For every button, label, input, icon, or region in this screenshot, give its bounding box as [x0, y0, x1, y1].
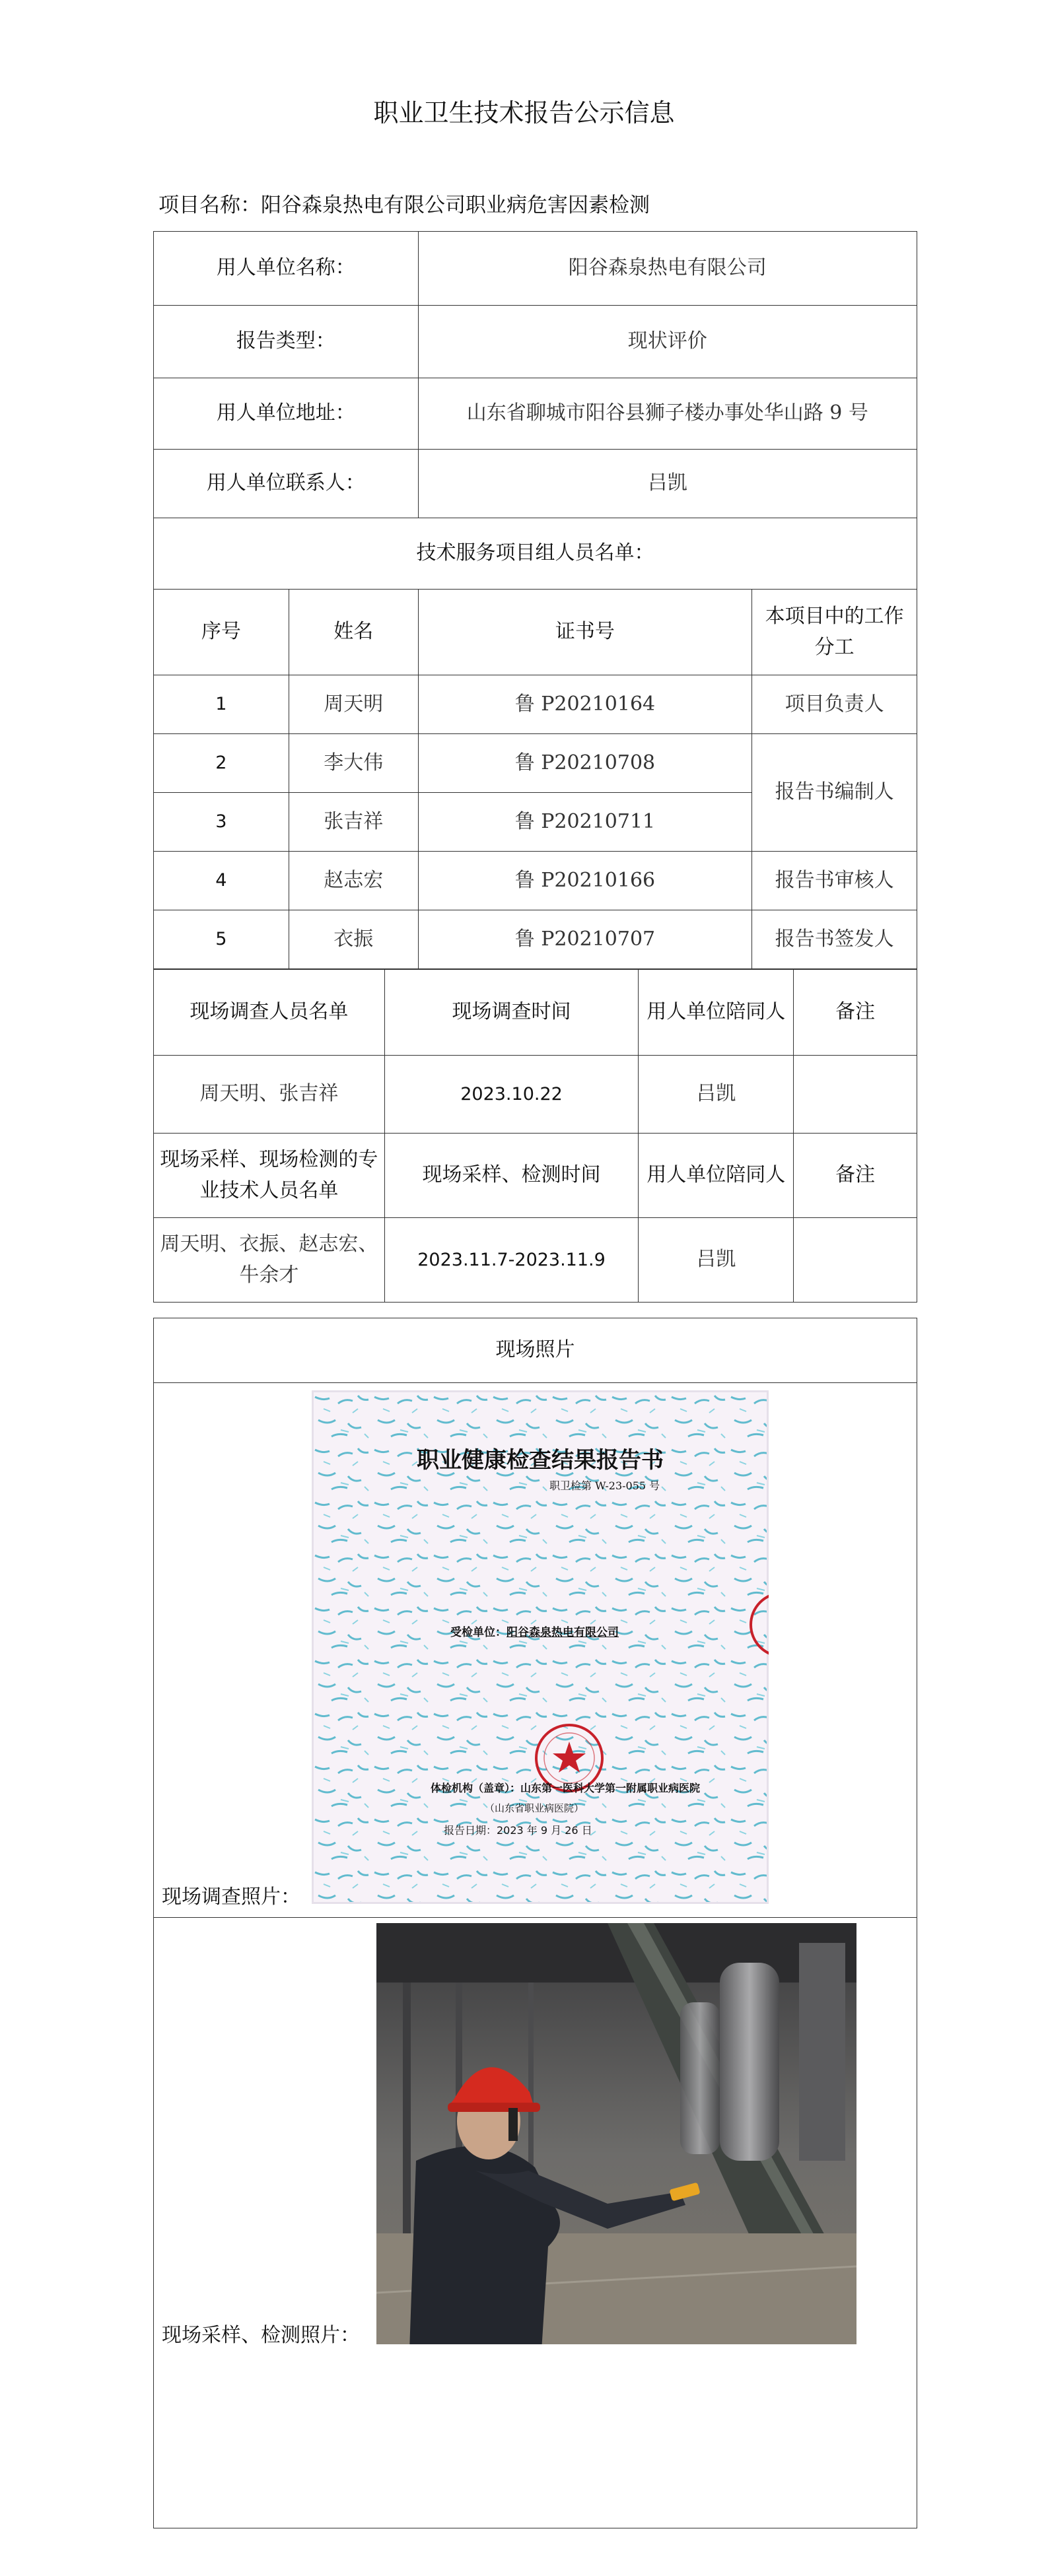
col-header: 本项目中的工作分工 [752, 590, 917, 675]
team-cert: 鲁 P20210707 [418, 910, 752, 969]
info-row-unit [154, 232, 917, 306]
col-header: 备注 [794, 970, 917, 1056]
team-role: 报告书编制人 [752, 734, 917, 852]
table-row [154, 910, 917, 969]
team-cert: 鲁 P20210166 [418, 852, 752, 910]
info-table [153, 231, 917, 969]
table-row [154, 852, 917, 910]
team-name: 李大伟 [289, 734, 418, 793]
sampling-people: 周天明、衣振、赵志宏、牛余才 [154, 1218, 385, 1303]
sampling-row [154, 1218, 917, 1303]
survey-people: 周天明、张吉祥 [154, 1056, 385, 1134]
col-header: 备注 [794, 1134, 917, 1218]
col-header: 现场调查人员名单 [154, 970, 385, 1056]
team-heading: 技术服务项目组人员名单： [154, 518, 917, 590]
report-cover-photo [312, 1390, 769, 1904]
survey-photo-label: 现场调查照片： [162, 1885, 300, 1909]
table-row [154, 675, 917, 734]
info-value: 山东省聊城市阳谷县狮子楼办事处华山路 9 号 [418, 378, 917, 450]
team-no: 2 [154, 734, 289, 793]
survey-time: 2023.10.22 [384, 1056, 639, 1134]
sampling-escort: 吕凯 [639, 1218, 794, 1303]
col-header: 现场调查时间 [384, 970, 639, 1056]
sampling-photo-label: 现场采样、检测照片： [162, 2324, 360, 2347]
team-role: 报告书审核人 [752, 852, 917, 910]
info-label: 用人单位联系人： [154, 450, 419, 518]
survey-header-row [154, 970, 917, 1056]
team-name: 张吉祥 [289, 793, 418, 852]
survey-escort: 吕凯 [639, 1056, 794, 1134]
page-title: 职业卫生技术报告公示信息 [373, 98, 675, 127]
project-name-line: 项目名称：阳谷森泉热电有限公司职业病危害因素检测 [158, 193, 650, 217]
team-no: 1 [154, 675, 289, 734]
report-cover-title: 职业健康检查结果报告书 [417, 1447, 664, 1474]
info-value: 阳谷森泉热电有限公司 [418, 232, 917, 306]
survey-row [154, 1056, 917, 1134]
report-cover-agency-sub: （山东省职业病医院） [485, 1802, 584, 1814]
survey-note [794, 1056, 917, 1134]
info-row-address [154, 378, 917, 450]
report-cover-unit [450, 1623, 619, 1639]
unit-label: 受检单位： [450, 1626, 507, 1639]
info-label: 用人单位名称： [154, 232, 419, 306]
team-name: 赵志宏 [289, 852, 418, 910]
col-header: 证书号 [418, 590, 752, 675]
unit-value: 阳谷森泉热电有限公司 [507, 1626, 619, 1639]
team-no: 5 [154, 910, 289, 969]
col-header: 用人单位陪同人 [639, 1134, 794, 1218]
survey-table [153, 969, 917, 1303]
team-role: 项目负责人 [752, 675, 917, 734]
team-role: 报告书签发人 [752, 910, 917, 969]
team-cert: 鲁 P20210164 [418, 675, 752, 734]
info-value: 吕凯 [418, 450, 917, 518]
photos-heading: 现场照片 [154, 1318, 917, 1383]
team-header-row [154, 590, 917, 675]
col-header: 用人单位陪同人 [639, 970, 794, 1056]
sampling-time: 2023.11.7-2023.11.9 [384, 1218, 639, 1303]
info-label: 报告类型： [154, 306, 419, 378]
col-header: 姓名 [289, 590, 418, 675]
sampling-header-row [154, 1134, 917, 1218]
sampling-photo [376, 1923, 856, 2344]
team-no: 4 [154, 852, 289, 910]
team-name: 衣振 [289, 910, 418, 969]
info-label: 用人单位地址： [154, 378, 419, 450]
seal-stamp-partial [746, 1588, 769, 1661]
info-value: 现状评价 [418, 306, 917, 378]
col-header: 现场采样、现场检测的专业技术人员名单 [154, 1134, 385, 1218]
team-cert: 鲁 P20210711 [418, 793, 752, 852]
col-header: 现场采样、检测时间 [384, 1134, 639, 1218]
report-cover-date: 报告日期：2023 年 9 月 26 日 [444, 1824, 592, 1837]
report-cover-number: 职卫检第 W-23-055 号 [549, 1479, 660, 1492]
worker-scene-image [376, 1923, 856, 2344]
info-row-contact [154, 450, 917, 518]
table-row [154, 734, 917, 793]
sampling-note [794, 1218, 917, 1303]
info-row-type [154, 306, 917, 378]
team-cert: 鲁 P20210708 [418, 734, 752, 793]
team-no: 3 [154, 793, 289, 852]
report-cover-agency: 体检机构（盖章）：山东第一医科大学第一附属职业病医院 [431, 1782, 701, 1794]
team-name: 周天明 [289, 675, 418, 734]
col-header: 序号 [154, 590, 289, 675]
